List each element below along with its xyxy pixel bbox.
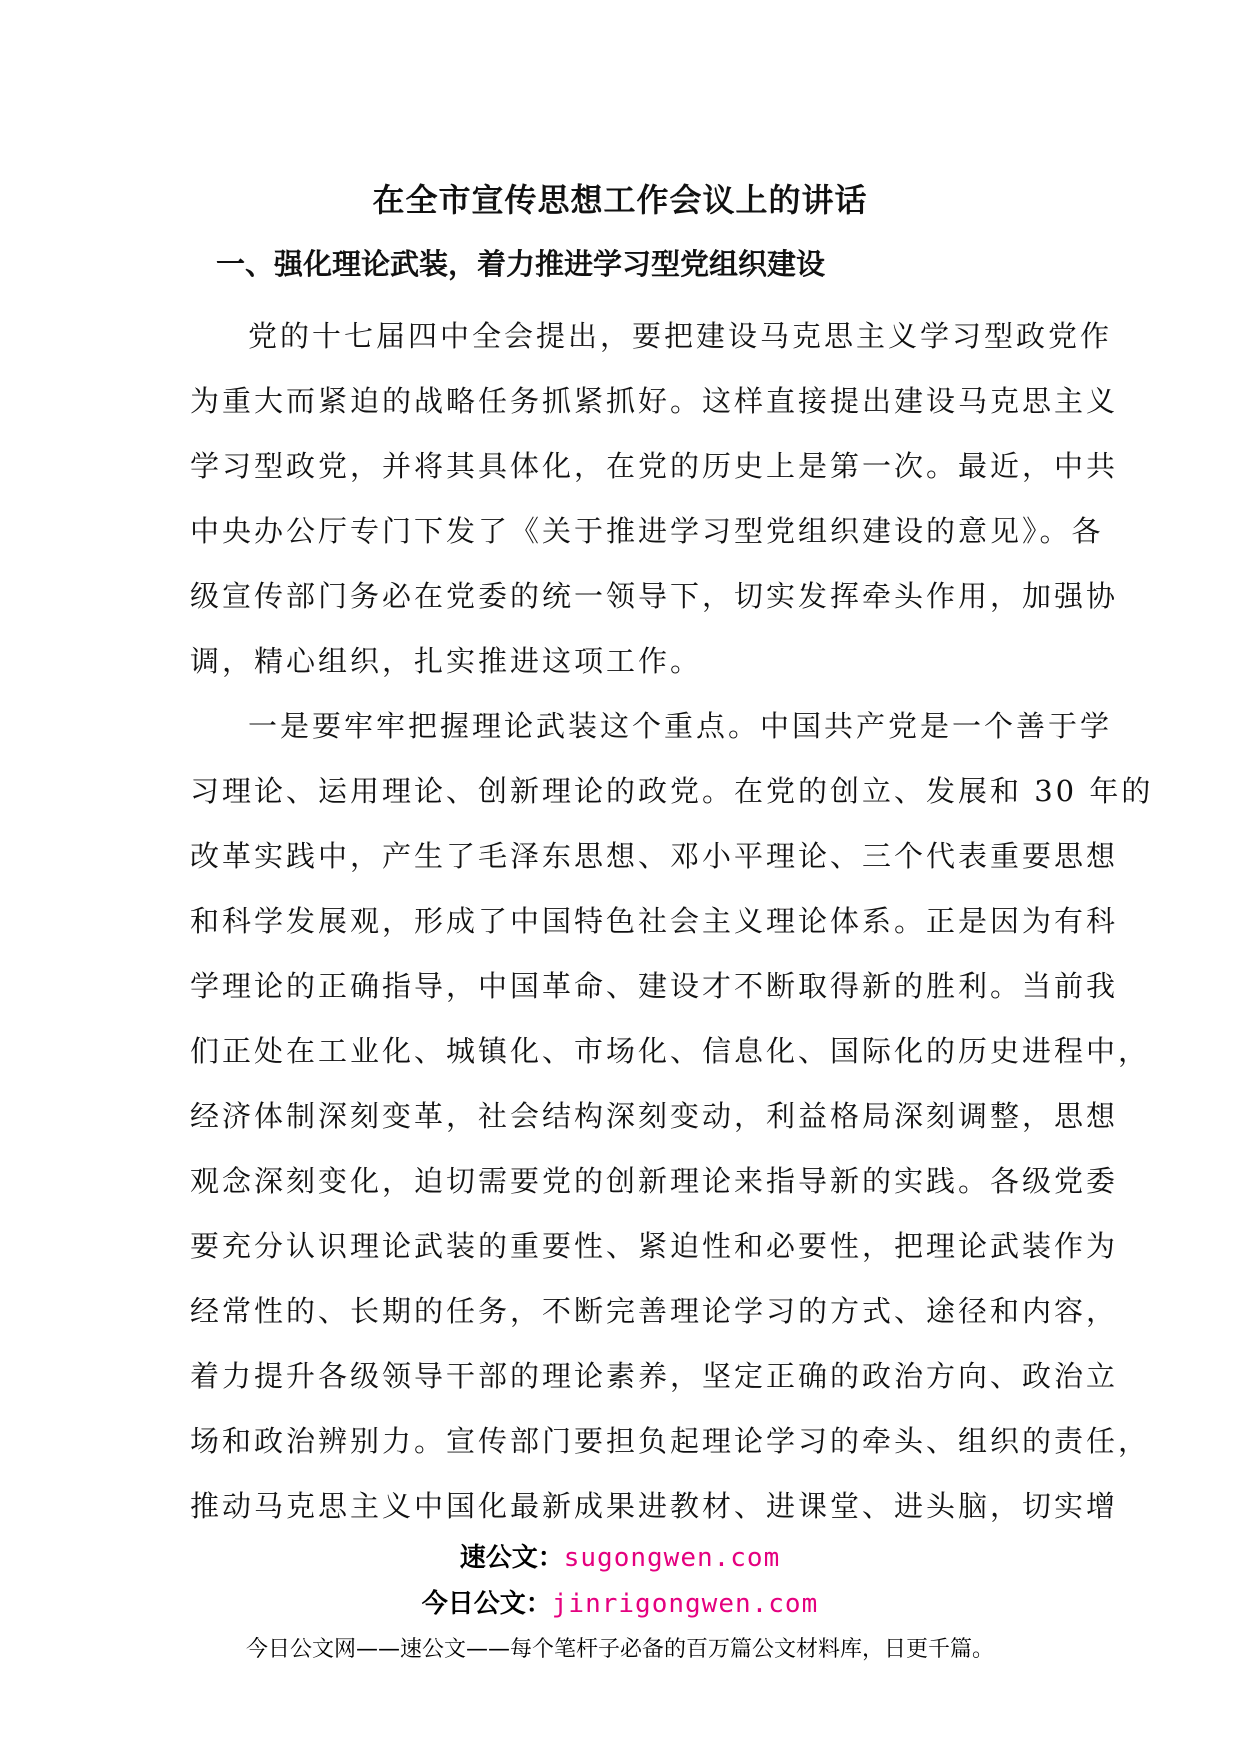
text-line: 学理论的正确指导，中国革命、建设才不断取得新的胜利。当前我 [190,969,1119,1003]
text-line: 级宣传部门务必在党委的统一领导下，切实发挥牵头作用，加强协 [190,579,1119,613]
jinrigongwen-link[interactable]: jinrigongwen.com [551,1589,819,1619]
text-line: 和科学发展观，形成了中国特色社会主义理论体系。正是因为有科 [190,904,1119,938]
text-line: 着力提升各级领导干部的理论素养，坚定正确的政治方向、政治立 [190,1359,1119,1393]
text-line: 习理论、运用理论、创新理论的政党。在党的创立、发展和 30 年的 [190,774,1154,808]
text-line: 学习型政党，并将其具体化，在党的历史上是第一次。最近，中共 [190,449,1119,483]
text-line: 中央办公厅专门下发了《关于推进学习型党组织建设的意见》。各 [190,514,1104,548]
footer-sugongwen [0,1538,1240,1578]
text-line: 观念深刻变化，迫切需要党的创新理论来指导新的实践。各级党委 [190,1164,1119,1198]
text-line: 为重大而紧迫的战略任务抓紧抓好。这样直接提出建设马克思主义 [190,384,1119,418]
text-line: 经济体制深刻变革，社会结构深刻变动，利益格局深刻调整，思想 [190,1099,1119,1133]
footer-label: 今日公文： [421,1589,552,1619]
sugongwen-link[interactable]: sugongwen.com [563,1543,781,1573]
document-body [190,304,1154,1539]
paragraph-1 [190,304,1119,694]
footer-tagline [0,1632,1240,1668]
text-line: 一是要牢牢把握理论武装这个重点。中国共产党是一个善于学 [248,709,1113,743]
footer-jinrigongwen [0,1584,1240,1624]
text-line: 场和政治辨别力。宣传部门要担负起理论学习的牵头、组织的责任， [190,1424,1151,1458]
text-line: 调，精心组织，扎实推进这项工作。 [190,644,703,678]
text-line: 要充分认识理论武装的重要性、紧迫性和必要性，把理论武装作为 [190,1229,1119,1263]
tagline-text: 今日公文网——速公文——每个笔杆子必备的百万篇公文材料库，日更千篇。 [245,1637,994,1662]
section-heading: 一、强化理论武装，着力推进学习型党组织建设 [216,247,826,281]
document-title: 在全市宣传思想工作会议上的讲话 [372,181,868,219]
text-line: 推动马克思主义中国化最新成果进教材、进课堂、进头脑，切实增 [190,1489,1119,1523]
text-line: 经常性的、长期的任务，不断完善理论学习的方式、途径和内容， [190,1294,1119,1328]
text-line: 改革实践中，产生了毛泽东思想、邓小平理论、三个代表重要思想 [190,839,1119,873]
text-line: 们正处在工业化、城镇化、市场化、信息化、国际化的历史进程中， [190,1034,1151,1068]
footer-label: 速公文： [459,1543,564,1573]
paragraph-2 [190,694,1154,1539]
text-line: 党的十七届四中全会提出，要把建设马克思主义学习型政党作 [248,319,1113,353]
